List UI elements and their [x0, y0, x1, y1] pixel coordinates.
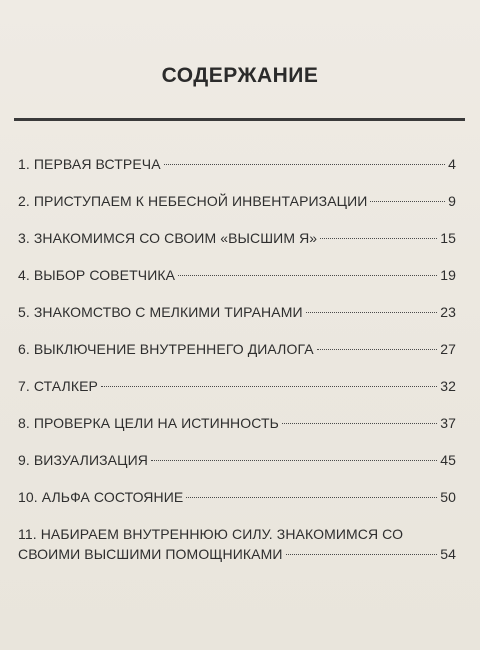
table-of-contents [18, 154, 456, 564]
toc-entry-title: 10. АЛЬФА СОСТОЯНИЕ [18, 489, 184, 505]
dot-leader [186, 497, 437, 498]
toc-entry-7 [18, 376, 456, 396]
toc-entry-6 [18, 339, 456, 359]
toc-entry-page: 50 [440, 489, 456, 505]
toc-entry-10 [18, 487, 456, 507]
page-title: СОДЕРЖАНИЕ [161, 64, 319, 87]
dot-leader [306, 312, 438, 313]
toc-entry-title-line1: 11. НАБИРАЕМ ВНУТРЕННЮЮ СИЛУ. ЗНАКОМИМСЯ СО [18, 526, 404, 542]
toc-entry-page: 4 [448, 156, 456, 172]
toc-entry-1 [18, 154, 456, 174]
toc-entry-page: 23 [440, 304, 456, 320]
toc-entry-2 [18, 191, 456, 211]
dot-leader [282, 423, 437, 424]
dot-leader [317, 349, 438, 350]
toc-entry-page: 19 [440, 267, 456, 283]
toc-entry-title: 2. ПРИСТУПАЕМ К НЕБЕСНОЙ ИНВЕНТАРИЗАЦИИ [18, 193, 368, 209]
dot-leader [370, 201, 445, 202]
toc-entry-title: 1. ПЕРВАЯ ВСТРЕЧА [18, 156, 161, 172]
toc-entry-page: 54 [440, 546, 456, 562]
dot-leader [164, 164, 445, 165]
toc-entry-5 [18, 302, 456, 322]
toc-entry-3 [18, 228, 456, 248]
toc-entry-9 [18, 450, 456, 470]
toc-entry-title: 8. ПРОВЕРКА ЦЕЛИ НА ИСТИННОСТЬ [18, 415, 279, 431]
toc-entry-page: 27 [440, 341, 456, 357]
dot-leader [101, 386, 437, 387]
toc-entry-title: 3. ЗНАКОМИМСЯ СО СВОИМ «ВЫСШИМ Я» [18, 230, 318, 246]
toc-entry-page: 32 [440, 378, 456, 394]
dot-leader [178, 275, 437, 276]
toc-entry-11 [18, 524, 456, 564]
toc-entry-page: 37 [440, 415, 456, 431]
toc-entry-line2 [18, 544, 456, 564]
title-divider [14, 118, 465, 121]
dot-leader [151, 460, 437, 461]
toc-entry-page: 45 [440, 452, 456, 468]
toc-entry-8 [18, 413, 456, 433]
dot-leader [286, 554, 438, 555]
toc-entry-title: 7. СТАЛКЕР [18, 378, 98, 394]
toc-entry-title-line2: СВОИМИ ВЫСШИМИ ПОМОЩНИКАМИ [18, 546, 283, 562]
dot-leader [320, 238, 437, 239]
toc-entry-title: 6. ВЫКЛЮЧЕНИЕ ВНУТРЕННЕГО ДИАЛОГА [18, 341, 314, 357]
toc-entry-title: 9. ВИЗУАЛИЗАЦИЯ [18, 452, 148, 468]
toc-entry-title: 5. ЗНАКОМСТВО С МЕЛКИМИ ТИРАНАМИ [18, 304, 303, 320]
toc-entry-4 [18, 265, 456, 285]
toc-entry-page: 9 [448, 193, 456, 209]
toc-entry-page: 15 [440, 230, 456, 246]
toc-entry-title: 4. ВЫБОР СОВЕТЧИКА [18, 267, 176, 283]
